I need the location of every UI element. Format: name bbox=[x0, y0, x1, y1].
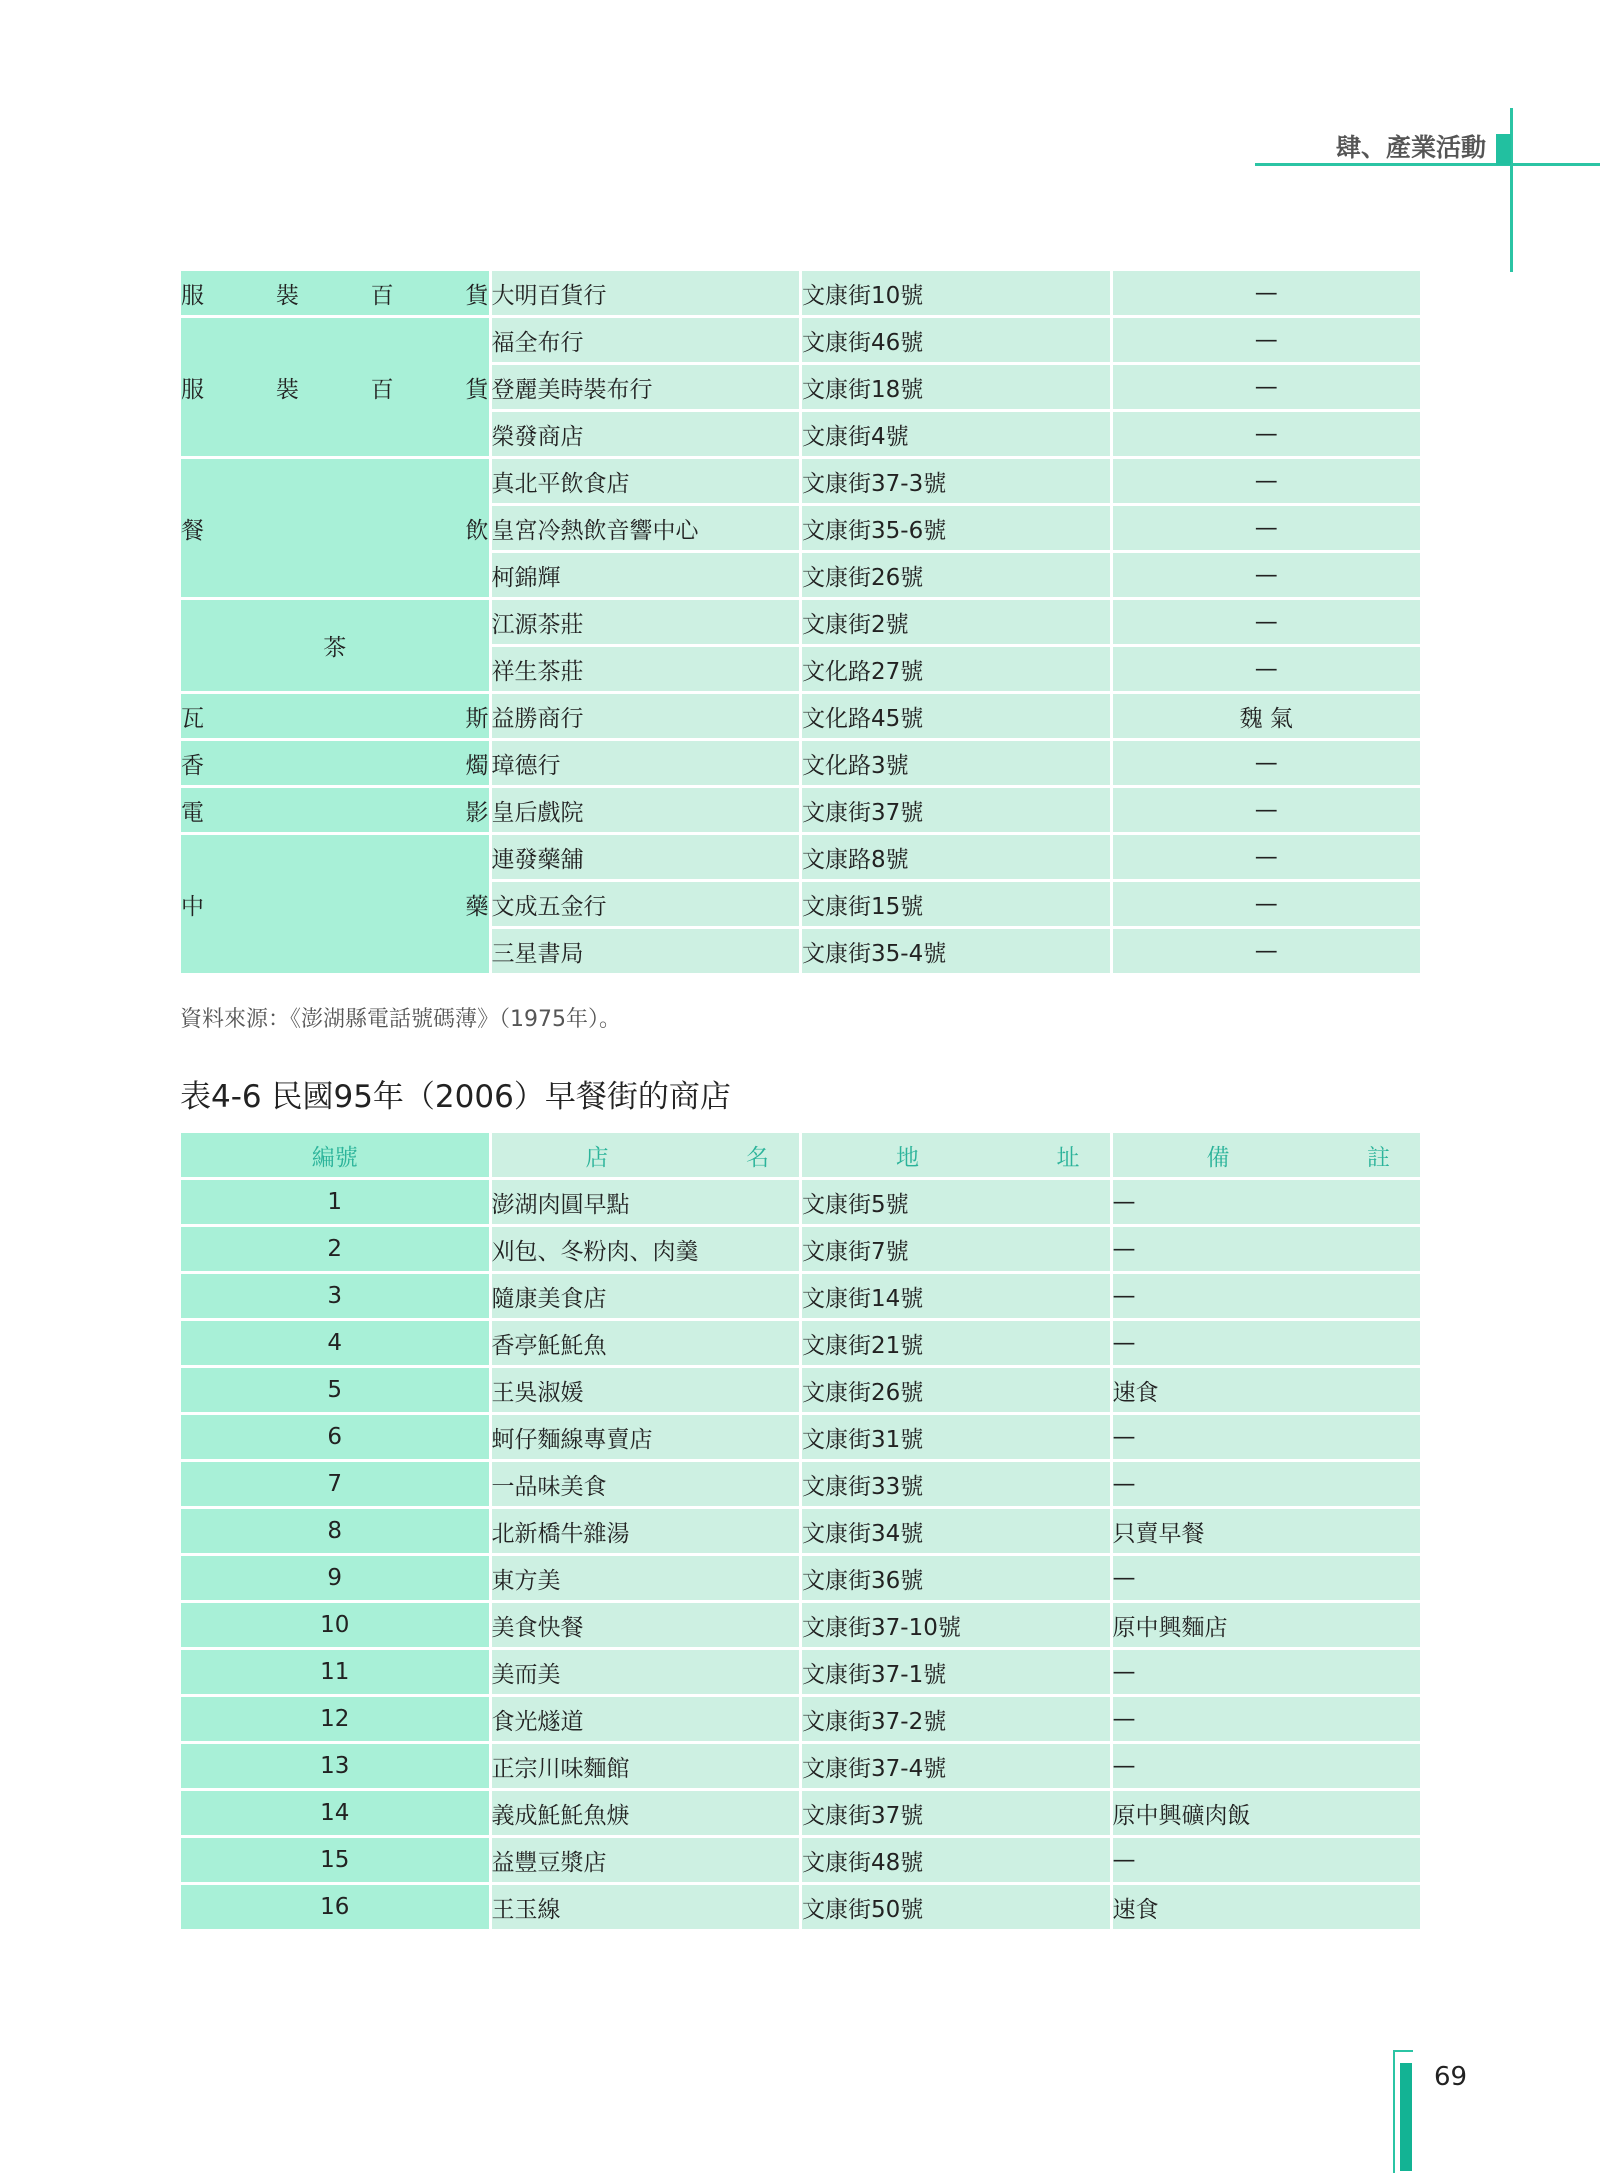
category-cell: 香燭 bbox=[181, 741, 489, 785]
shop-name: 刈包、冬粉肉、肉羹 bbox=[492, 1227, 800, 1271]
shop-remark: — bbox=[1113, 882, 1421, 926]
shop-remark: — bbox=[1113, 1274, 1421, 1318]
shop-table-1975 bbox=[178, 268, 1423, 976]
shop-address: 文康街5號 bbox=[802, 1180, 1110, 1224]
table-header-row bbox=[181, 1133, 1420, 1177]
shop-address: 文康街33號 bbox=[802, 1462, 1110, 1506]
shop-remark: 速食 bbox=[1113, 1368, 1421, 1412]
header-address: 地址 bbox=[802, 1133, 1110, 1177]
shop-remark: — bbox=[1113, 929, 1421, 973]
shop-name: 福全布行 bbox=[492, 318, 800, 362]
breakfast-street-table bbox=[178, 1130, 1423, 1932]
table-row bbox=[181, 600, 1420, 644]
table-title: 表4-6 民國95年（2006）早餐街的商店 bbox=[180, 1079, 731, 1115]
shop-number: 1 bbox=[181, 1180, 489, 1224]
table-row bbox=[181, 1885, 1420, 1929]
shop-number: 9 bbox=[181, 1556, 489, 1600]
shop-remark: — bbox=[1113, 835, 1421, 879]
shop-number: 16 bbox=[181, 1885, 489, 1929]
shop-remark: — bbox=[1113, 1227, 1421, 1271]
shop-name: 登麗美時裝布行 bbox=[492, 365, 800, 409]
shop-number: 4 bbox=[181, 1321, 489, 1365]
header-remarks: 備註 bbox=[1113, 1133, 1421, 1177]
shop-remark: — bbox=[1113, 1556, 1421, 1600]
shop-address: 文康街26號 bbox=[802, 1368, 1110, 1412]
shop-address: 文康街10號 bbox=[802, 271, 1110, 315]
shop-remark: — bbox=[1113, 600, 1421, 644]
shop-name: 真北平飲食店 bbox=[492, 459, 800, 503]
shop-name: 北新橋牛雜湯 bbox=[492, 1509, 800, 1553]
shop-remark: — bbox=[1113, 506, 1421, 550]
shop-address: 文化路27號 bbox=[802, 647, 1110, 691]
shop-name: 東方美 bbox=[492, 1556, 800, 1600]
category-cell: 服裝百貨 bbox=[181, 318, 489, 456]
shop-remark: 原中興礦肉飯 bbox=[1113, 1791, 1421, 1835]
shop-address: 文化路45號 bbox=[802, 694, 1110, 738]
shop-name: 義成魠魠魚焿 bbox=[492, 1791, 800, 1835]
shop-remark: — bbox=[1113, 1415, 1421, 1459]
category-cell: 餐飲 bbox=[181, 459, 489, 597]
shop-name: 益勝商行 bbox=[492, 694, 800, 738]
shop-name: 食光燧道 bbox=[492, 1697, 800, 1741]
table-row bbox=[181, 835, 1420, 879]
shop-number: 12 bbox=[181, 1697, 489, 1741]
shop-remark: 原中興麵店 bbox=[1113, 1603, 1421, 1647]
shop-name: 隨康美食店 bbox=[492, 1274, 800, 1318]
table-row bbox=[181, 1791, 1420, 1835]
shop-number: 3 bbox=[181, 1274, 489, 1318]
shop-name: 蚵仔麵線專賣店 bbox=[492, 1415, 800, 1459]
table-row bbox=[181, 1838, 1420, 1882]
shop-number: 7 bbox=[181, 1462, 489, 1506]
table-row bbox=[181, 271, 1420, 315]
shop-remark: — bbox=[1113, 271, 1421, 315]
table-row bbox=[181, 1415, 1420, 1459]
shop-name: 祥生茶莊 bbox=[492, 647, 800, 691]
shop-name: 榮發商店 bbox=[492, 412, 800, 456]
shop-remark: — bbox=[1113, 1462, 1421, 1506]
shop-name: 江源茶莊 bbox=[492, 600, 800, 644]
table-row bbox=[181, 694, 1420, 738]
shop-address: 文康街4號 bbox=[802, 412, 1110, 456]
shop-address: 文康街50號 bbox=[802, 1885, 1110, 1929]
shop-remark: 魏 氣 bbox=[1113, 694, 1421, 738]
chapter-title: 肆、產業活動 bbox=[1335, 133, 1486, 162]
shop-name: 王吳淑媛 bbox=[492, 1368, 800, 1412]
shop-address: 文化路3號 bbox=[802, 741, 1110, 785]
shop-remark: — bbox=[1113, 1180, 1421, 1224]
shop-name: 美食快餐 bbox=[492, 1603, 800, 1647]
shop-address: 文康街37-1號 bbox=[802, 1650, 1110, 1694]
shop-remark: — bbox=[1113, 412, 1421, 456]
category-cell: 中藥 bbox=[181, 835, 489, 973]
shop-number: 10 bbox=[181, 1603, 489, 1647]
shop-name: 文成五金行 bbox=[492, 882, 800, 926]
category-cell: 瓦斯 bbox=[181, 694, 489, 738]
shop-name: 皇后戲院 bbox=[492, 788, 800, 832]
table-row bbox=[181, 1321, 1420, 1365]
table-row bbox=[181, 1744, 1420, 1788]
shop-remark: — bbox=[1113, 1321, 1421, 1365]
shop-address: 文康街35-6號 bbox=[802, 506, 1110, 550]
shop-name: 正宗川味麵館 bbox=[492, 1744, 800, 1788]
shop-number: 15 bbox=[181, 1838, 489, 1882]
shop-address: 文康街37-4號 bbox=[802, 1744, 1110, 1788]
shop-address: 文康街21號 bbox=[802, 1321, 1110, 1365]
shop-address: 文康街46號 bbox=[802, 318, 1110, 362]
shop-name: 美而美 bbox=[492, 1650, 800, 1694]
table-row bbox=[181, 1556, 1420, 1600]
shop-address: 文康街48號 bbox=[802, 1838, 1110, 1882]
table-row bbox=[181, 318, 1420, 362]
shop-number: 13 bbox=[181, 1744, 489, 1788]
shop-remark: — bbox=[1113, 553, 1421, 597]
table-row bbox=[181, 459, 1420, 503]
shop-address: 文康路8號 bbox=[802, 835, 1110, 879]
shop-address: 文康街18號 bbox=[802, 365, 1110, 409]
shop-number: 6 bbox=[181, 1415, 489, 1459]
shop-name: 王玉線 bbox=[492, 1885, 800, 1929]
shop-address: 文康街37-10號 bbox=[802, 1603, 1110, 1647]
shop-number: 14 bbox=[181, 1791, 489, 1835]
table-row bbox=[181, 1603, 1420, 1647]
shop-remark: — bbox=[1113, 1650, 1421, 1694]
shop-number: 5 bbox=[181, 1368, 489, 1412]
table-row bbox=[181, 1368, 1420, 1412]
shop-name: 柯錦輝 bbox=[492, 553, 800, 597]
table-row bbox=[181, 1697, 1420, 1741]
shop-name: 益豐豆漿店 bbox=[492, 1838, 800, 1882]
table-row bbox=[181, 1509, 1420, 1553]
shop-remark: — bbox=[1113, 1697, 1421, 1741]
shop-remark: — bbox=[1113, 1744, 1421, 1788]
page-number-bar bbox=[1400, 2063, 1412, 2171]
shop-name: 連發藥舖 bbox=[492, 835, 800, 879]
header-shop-name: 店名 bbox=[492, 1133, 800, 1177]
shop-address: 文康街7號 bbox=[802, 1227, 1110, 1271]
shop-address: 文康街2號 bbox=[802, 600, 1110, 644]
shop-number: 8 bbox=[181, 1509, 489, 1553]
shop-name: 大明百貨行 bbox=[492, 271, 800, 315]
shop-address: 文康街37-3號 bbox=[802, 459, 1110, 503]
shop-address: 文康街15號 bbox=[802, 882, 1110, 926]
header-number: 編號 bbox=[181, 1133, 489, 1177]
shop-remark: — bbox=[1113, 459, 1421, 503]
shop-remark: 速食 bbox=[1113, 1885, 1421, 1929]
shop-number: 11 bbox=[181, 1650, 489, 1694]
shop-name: 三星書局 bbox=[492, 929, 800, 973]
category-cell: 電影 bbox=[181, 788, 489, 832]
table-row bbox=[181, 1650, 1420, 1694]
shop-remark: — bbox=[1113, 365, 1421, 409]
header-vertical-rule bbox=[1510, 108, 1513, 272]
shop-remark: — bbox=[1113, 647, 1421, 691]
shop-name: 香亭魠魠魚 bbox=[492, 1321, 800, 1365]
shop-name: 皇宮冷熱飲音響中心 bbox=[492, 506, 800, 550]
shop-remark: — bbox=[1113, 741, 1421, 785]
shop-address: 文康街37號 bbox=[802, 1791, 1110, 1835]
shop-address: 文康街37-2號 bbox=[802, 1697, 1110, 1741]
shop-remark: — bbox=[1113, 1838, 1421, 1882]
table-row bbox=[181, 1462, 1420, 1506]
shop-address: 文康街37號 bbox=[802, 788, 1110, 832]
shop-address: 文康街14號 bbox=[802, 1274, 1110, 1318]
shop-remark: 只賣早餐 bbox=[1113, 1509, 1421, 1553]
table-row bbox=[181, 788, 1420, 832]
shop-name: 璋德行 bbox=[492, 741, 800, 785]
shop-address: 文康街36號 bbox=[802, 1556, 1110, 1600]
page-number: 69 bbox=[1434, 2062, 1468, 2092]
shop-remark: — bbox=[1113, 788, 1421, 832]
table-row bbox=[181, 741, 1420, 785]
table-row bbox=[181, 1180, 1420, 1224]
shop-name: 一品味美食 bbox=[492, 1462, 800, 1506]
source-note: 資料來源：《澎湖縣電話號碼薄》（1975年）。 bbox=[180, 1007, 621, 1032]
shop-name: 澎湖肉圓早點 bbox=[492, 1180, 800, 1224]
shop-address: 文康街31號 bbox=[802, 1415, 1110, 1459]
header-marker bbox=[1496, 134, 1511, 165]
table-row bbox=[181, 1227, 1420, 1271]
category-cell: 服裝百貨 bbox=[181, 271, 489, 315]
table-row bbox=[181, 1274, 1420, 1318]
shop-address: 文康街34號 bbox=[802, 1509, 1110, 1553]
shop-address: 文康街26號 bbox=[802, 553, 1110, 597]
shop-remark: — bbox=[1113, 318, 1421, 362]
category-cell: 茶 bbox=[181, 600, 489, 691]
shop-number: 2 bbox=[181, 1227, 489, 1271]
shop-address: 文康街35-4號 bbox=[802, 929, 1110, 973]
